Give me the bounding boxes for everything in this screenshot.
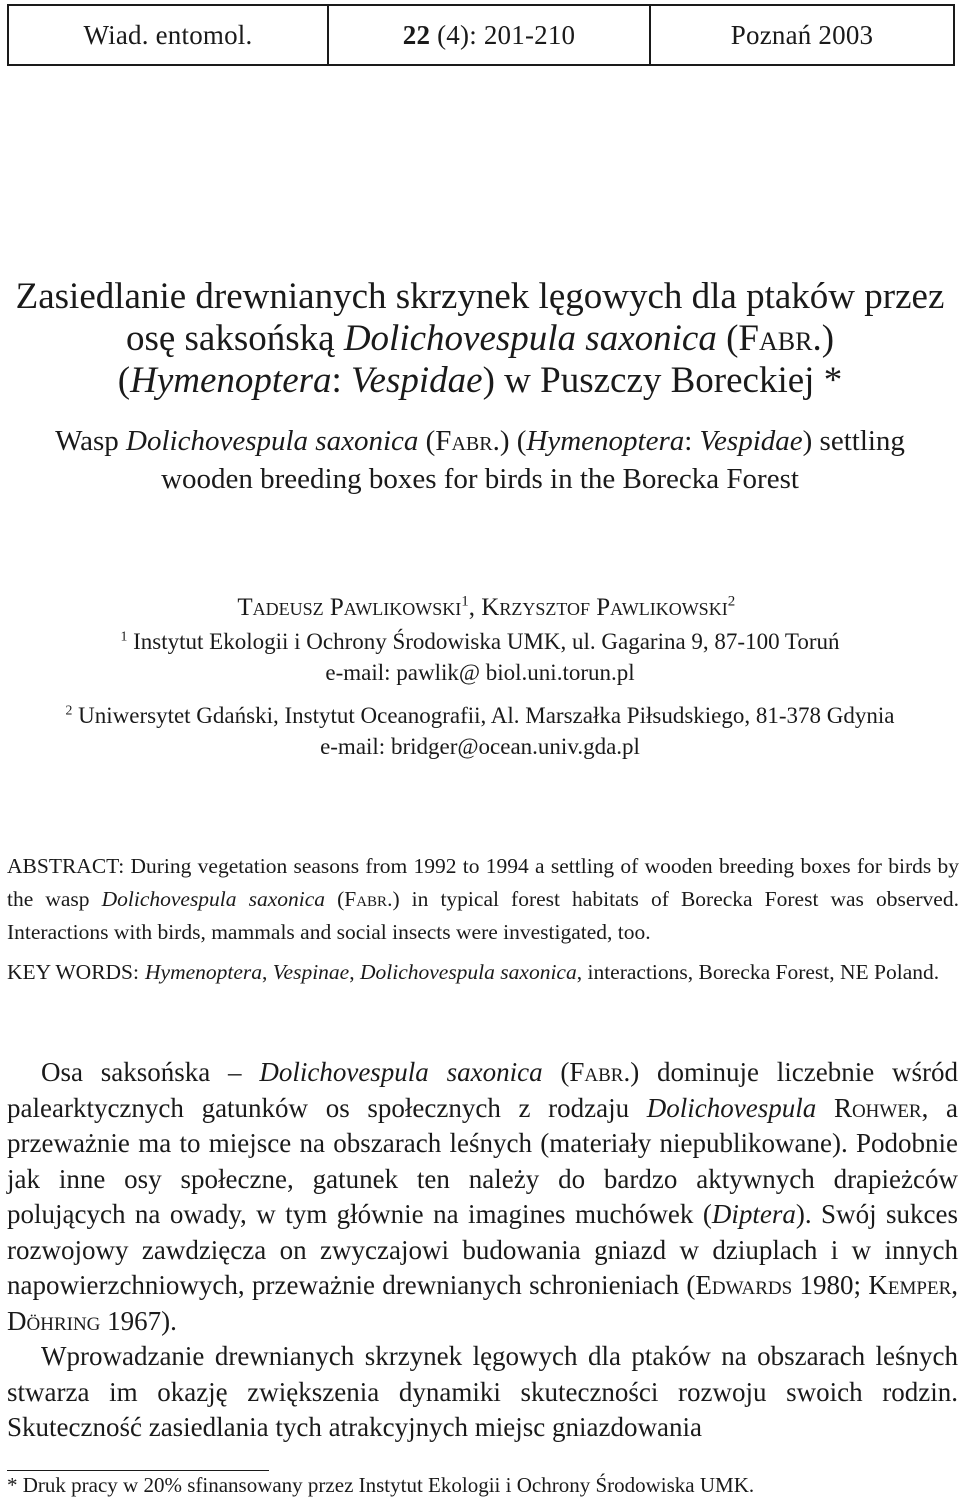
abstract-label: ABSTRACT: xyxy=(7,854,125,878)
article-title xyxy=(0,276,960,402)
paragraph-1: Osa saksońska – Dolichovespula saxonica (Fabr.) dominuje liczebnie wśród palearktycznych gatunków os społecznych z rodzaju Dolichovespula Rohwer, a przeważnie ma to miejsce na obszarach leśnych (materiały niepublikowane). Podobnie jak inne osy społeczne, gatunek ten należy do bardzo aktywnych drapieżców polujących na owady, w tym głównie na imagines muchówek (Diptera). Swój sukces rozwojowy zawdzięcza on zwyczajowi budowania gniazd w dziuplach i w innych napowierzchniowych, przeważnie drewnianych schronieniach (Edwards 1980; Kemper, Döhring 1967). xyxy=(7,1057,959,1336)
title-line-3: (Hymenoptera: Vespidae) w Puszczy Boreckiej * xyxy=(117,360,843,401)
english-title-line-1: Wasp Dolichovespula saxonica (Fabr.) (Hymenoptera: Vespidae) settling xyxy=(55,425,905,457)
author-1: Tadeusz Pawlikowski xyxy=(237,594,462,621)
title-line-2: osę saksońską Dolichovespula saxonica (Fabr.) xyxy=(125,318,835,359)
english-title xyxy=(0,422,960,498)
abstract: ABSTRACT: During vegetation seasons from 1992 to 1994 a settling of wooden breeding boxes for birds by the wasp Dolichovespula saxonica (Fabr.) in typical forest habitats of Borecka Forest was observed. Interactions with birds, mammals and social insects were investigated, too. xyxy=(7,854,959,944)
title-line-1: Zasiedlanie drewnianych skrzynek lęgowych dla ptaków przez xyxy=(15,276,945,317)
english-title-line-2: wooden breeding boxes for birds in the Borecka Forest xyxy=(161,463,799,495)
email-1: e-mail: pawlik@ biol.uni.torun.pl xyxy=(325,660,635,685)
place-year: Poznań 2003 xyxy=(730,19,874,50)
running-header xyxy=(7,4,955,66)
volume-pages xyxy=(329,6,651,64)
footnote: * Druk pracy w 20% sfinansowany przez Instytut Ekologii i Ochrony Środowiska UMK. xyxy=(7,1473,755,1497)
footnote-rule xyxy=(7,1470,269,1471)
species-name: Dolichovespula saxonica xyxy=(343,318,717,359)
keywords-label: KEY WORDS: xyxy=(7,960,139,984)
affiliation-1: $^1$ Instytut Ekologii i Ochrony Środowiska UMK, ul. Gagarina 9, 87-100 Toruń e-mail: pawlik@ biol.uni.torun.pl xyxy=(0,626,960,688)
author-2: Krzysztof Pawlikowski xyxy=(481,594,728,621)
affiliation-2: $^2$ Uniwersytet Gdański, Instytut Oceanografii, Al. Marszałka Piłsudskiego, 81-378 Gdynia e-mail: bridger@ocean.univ.gda.pl xyxy=(0,700,960,762)
email-2: e-mail: bridger@ocean.univ.gda.pl xyxy=(320,734,640,759)
paragraph-2: Wprowadzanie drewnianych skrzynek lęgowych dla ptaków na obszarach leśnych stwarza im okazję zwiększenia dynamiki skuteczności rozwoju swoich rodzin. Skuteczność zasiedlania tych atrakcyjnych miejsc gniazdowania xyxy=(7,1341,958,1442)
body-text xyxy=(7,1055,958,1446)
keywords-list: Hymenoptera, Vespinae, Dolichovespula saxonica, interactions, Borecka Forest, NE Poland. xyxy=(145,960,940,984)
journal-name: Wiad. entomol. xyxy=(9,6,329,64)
issue-pages: (4): 201-210 xyxy=(430,19,576,50)
keywords xyxy=(7,956,959,989)
volume-number: 22 xyxy=(402,19,431,50)
authors: Tadeusz Pawlikowski$^1$, Krzysztof Pawlikowski$^2$ xyxy=(237,593,736,621)
